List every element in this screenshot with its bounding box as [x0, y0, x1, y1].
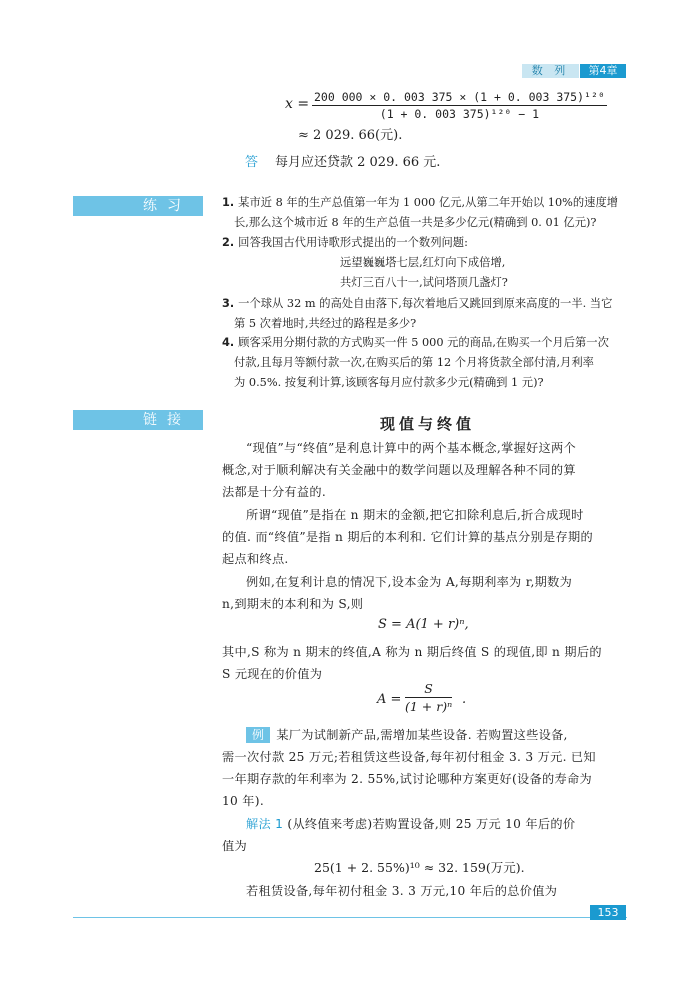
practice-item-1: 1. 某市近 8 年的生产总值第一年为 1 000 亿元,从第二年开始以 10%的速度增 长,那么这个城市近 8 年的生产总值一共是多少亿元(精确到 0. 01 亿元)?	[222, 196, 619, 229]
answer-text: 每月应还贷款 2 029. 66 元.	[275, 155, 441, 170]
paragraph-1: “现值”与“终值”是利息计算中的两个基本概念,掌握好这两个 概念,对于顺利解决有关金融中的数学问题以及理解各种不同的算 法都是十分有益的.	[222, 441, 576, 499]
solution-1: 解法 1 (从终值来考虑)若购置设备,则 25 万元 10 年后的价 值为	[222, 817, 576, 853]
formula-present-left: A =	[377, 692, 402, 707]
equation-denominator: (1 + 0. 003 375)¹²⁰ − 1	[379, 107, 540, 121]
header-chapter-badge: 第4章	[580, 64, 626, 78]
formula-present-denominator: (1 + r)ⁿ	[405, 699, 453, 714]
last-paragraph: 若租赁设备,每年初付租金 3. 3 万元,10 年后的总价值为	[246, 884, 558, 898]
paragraph-3: 例如,在复利计息的情况下,设本金为 A,每期利率为 r,期数为 n,到期末的本利和为 S,则	[222, 575, 573, 611]
equation-fraction	[312, 90, 607, 121]
paragraph-2: 所谓“现值”是指在 n 期末的金额,把它扣除利息后,折合成现时 的值. 而“终值”是指 n 期后的本利和. 它们计算的基点分别是存期的 起点和终点.	[222, 508, 593, 566]
formula-present-fraction	[405, 681, 452, 714]
formula-present-numerator: S	[405, 681, 452, 698]
practice-item-3: 3. 一个球从 32 m 的高处自由落下,每次着地后又跳回到原来高度的一半. 当它 第 5 次着地时,共经过的路程是多少?	[222, 297, 613, 330]
footer-line	[73, 917, 627, 918]
equation-x-label: x =	[285, 96, 310, 112]
formula-final-value: S = A(1 + r)ⁿ,	[378, 617, 469, 632]
poem-line-2: 共灯三百八十一,试问塔顶几盏灯?	[340, 276, 508, 289]
practice-item-4: 4. 顾客采用分期付款的方式购买一件 5 000 元的商品,在购买一个月后第一次 付款,且每月等额付款一次,在购买后的第 12 个月将货款全部付清,月利率 为 0.5%. 按复利计算,该顾客每月应付款多少元(精确到 1 元)?	[222, 336, 609, 389]
example-block: 例 某厂为试制新产品,需增加某些设备. 若购置这些设备, 需一次付款 25 万元;若租赁这些设备,每年初付租金 3. 3 万元. 已知 一年期存款的年利率为 2. 55%,试讨论哪种方案更好(设备的寿命为 10 年).	[222, 728, 596, 808]
equation-numerator: 200 000 × 0. 003 375 × (1 + 0. 003 375)¹²⁰	[314, 90, 605, 104]
solution-1-mark: 解法 1	[246, 817, 284, 831]
poem-line-1: 远望巍巍塔七层,红灯向下成倍增,	[340, 256, 506, 269]
equation-approx: ≈ 2 029. 66(元).	[298, 128, 403, 143]
practice-item-2: 2. 回答我国古代用诗歌形式提出的一个数列问题:	[222, 236, 468, 249]
header-section-title: 数 列	[522, 64, 579, 78]
paragraph-4: 其中,S 称为 n 期末的终值,A 称为 n 期后终值 S 的现值,即 n 期后的 S 元现在的价值为	[222, 645, 602, 681]
formula-present-end: .	[462, 692, 467, 707]
example-badge: 例	[246, 727, 270, 743]
poem	[340, 253, 508, 293]
practice-label: 练习	[73, 196, 203, 216]
link-label: 链接	[73, 410, 203, 430]
page-number: 153	[590, 905, 626, 920]
answer-mark: 答	[245, 155, 259, 170]
formula-compound: 25(1 + 2. 55%)¹⁰ ≈ 32. 159(万元).	[314, 860, 525, 875]
section-title: 现值与终值	[380, 415, 476, 433]
